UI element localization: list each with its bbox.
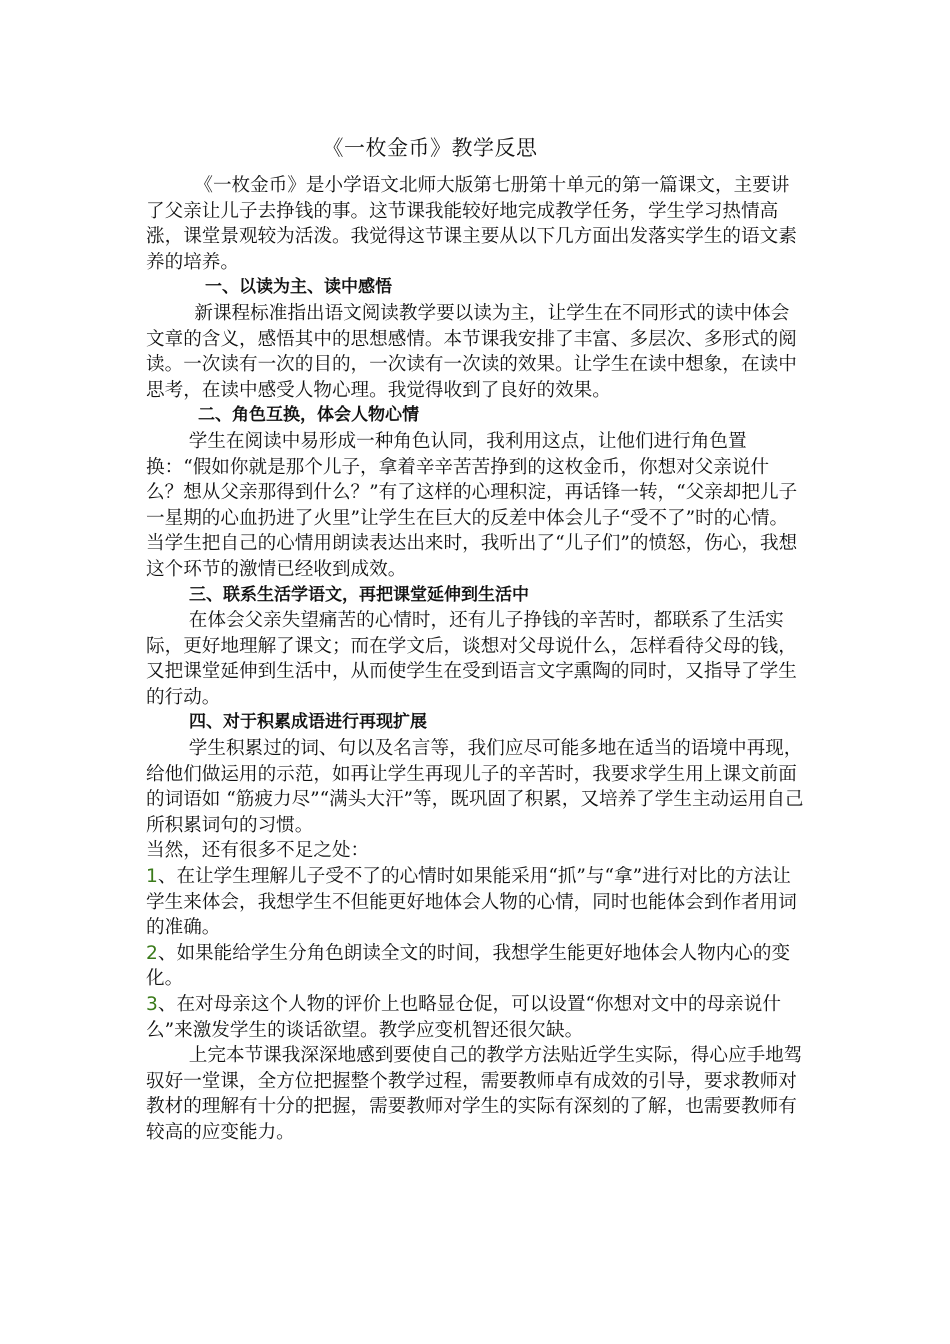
list-item-text: 、如果能给学生分角色朗读全文的时间，我想学生能更好地体会人物内心的变化。 <box>146 942 791 990</box>
section-heading-3: 三、联系生活学语文，再把课堂延伸到生活中 <box>189 584 529 605</box>
document-title: 《一枚金币》教学反思 <box>322 136 538 160</box>
section-text-3: 在体会父亲失望痛苦的心情时，还有儿子挣钱的辛苦时，都联系了生活实际，更好地理解了课文；而在学文后，谈想对父母说什么，怎样看待父母的钱，又把课堂延伸到生活中，从而使学生在受到语言文字熏陶的同时，又指导了学生的行动。 <box>146 610 797 708</box>
conclusion-paragraph: 上完本节课我深深地感到要使自己的教学方法贴近学生实际，得心应手地驾驭好一堂课，全方位把握整个教学过程，需要教师卓有成效的引导，要求教师对教材的理解有十分的把握，需要教师对学生的实际有深刻的了解，也需要教师有较高的应变能力。 <box>146 1045 803 1143</box>
section-text-4: 学生积累过的词、句以及名言等，我们应尽可能多地在适当的语境中再现，给他们做运用的示范，如再让学生再现儿子的辛苦时，我要求学生用上课文前面的词语如 “筋疲力尽”“满头大汗”等，既巩固了积累，又培养了学生主动运用自己所积累词句的习惯。 <box>146 738 804 836</box>
section-heading-2: 二、角色互换，体会人物心情 <box>198 405 419 426</box>
section-text-1: 新课程标准指出语文阅读教学要以读为主，让学生在不同形式的读中体会文章的含义，感悟其中的思想感情。本节课我安排了丰富、多层次、多形式的阅读。一次读有一次的目的，一次读有一次读的效果。让学生在读中想象，在读中思考，在读中感受人物心理。我觉得收到了良好的效果。 <box>146 302 797 401</box>
section-text-2: 学生在阅读中易形成一种角色认同，我利用这点，让他们进行角色置换：“假如你就是那个儿子，拿着辛辛苦苦挣到的这枚金币，你想对父亲说什么？想从父亲那得到什么？”有了这样的心理积淀，再话锋一转，“父亲却把儿子一星期的心血扔进了火里”让学生在巨大的反差中体会儿子“受不了”时的心情。当学生把自己的心情用朗读表达出来时，我听出了“儿子们”的愤怒，伤心，我想这个环节的激情已经收到成效。 <box>146 430 798 580</box>
section-heading-1: 一、以读为主、读中感悟 <box>205 277 392 298</box>
list-number: 3 <box>146 994 158 1015</box>
list-item-text: 、在对母亲这个人物的评价上也略显仓促，可以设置“你想对文中的母亲说什么”来激发学生的谈话欲望。教学应变机智还很欠缺。 <box>146 994 781 1041</box>
list-number: 1 <box>146 866 158 888</box>
shortcomings-intro: 当然，还有很多不足之处： <box>146 840 370 862</box>
list-number: 2 <box>146 942 158 964</box>
shortcoming-item-2 <box>146 941 806 992</box>
list-item-text: 、在让学生理解儿子受不了的心情时如果能采用“抓”与“拿”进行对比的方法让学生来体会，我想学生不但能更好地体会人物的心情，同时也能体会到作者用词的准确。 <box>146 866 797 939</box>
shortcoming-item-3 <box>146 992 806 1043</box>
intro-paragraph: 《一枚金币》是小学语文北师大版第七册第十单元的第一篇课文，主要讲了父亲让儿子去挣钱的事。这节课我能较好地完成教学任务，学生学习热情高涨，课堂景观较为活泼。我觉得这节课主要从以下几方面出发落实学生的语文素养的培养。 <box>146 175 797 273</box>
section-heading-4: 四、对于积累成语进行再现扩展 <box>189 712 427 733</box>
shortcoming-item-1 <box>146 864 806 941</box>
document-body <box>146 173 806 1146</box>
